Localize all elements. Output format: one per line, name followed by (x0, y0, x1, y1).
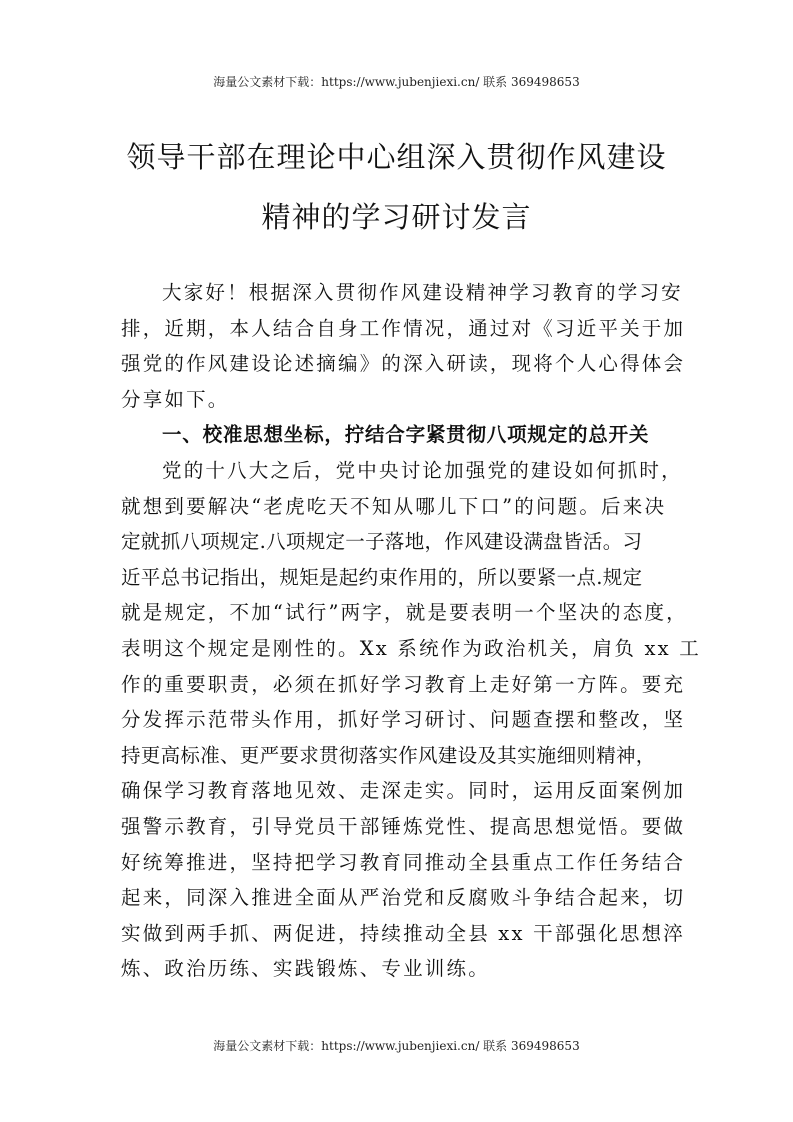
paragraph-line: 表明这个规定是刚性的。Xx 系统作为政治机关，肩负 xx 工 (121, 636, 701, 660)
paragraph-line: 好统筹推进，坚持把学习教育同推动全县重点工作任务结合 (121, 850, 686, 874)
document-title-line-1: 领导干部在理论中心组深入贯彻作风建设 (126, 140, 667, 174)
page-footer: 海量公文素材下载：https://www.jubenjiexi.cn/ 联系 369498653 (213, 1039, 580, 1053)
paragraph-line: 强警示教育，引导党员干部锤炼党性、提高思想觉悟。要做 (121, 814, 686, 838)
paragraph-line: 实做到两手抓、两促进，持续推动全县 xx 干部强化思想淬 (121, 921, 685, 945)
document-title-line-2: 精神的学习研讨发言 (261, 200, 532, 234)
paragraph-line: 定就抓八项规定.八项规定一子落地，作风建设满盘皆活。习 (121, 530, 643, 554)
paragraph-line: 就想到要解决“老虎吃天不知从哪儿下口”的问题。后来决 (121, 494, 667, 518)
paragraph-line: 起来，同深入推进全面从严治党和反腐败斗争结合起来，切 (121, 886, 686, 910)
section-heading: 一、校准思想坐标，拧结合字紧贯彻八项规定的总开关 (162, 423, 650, 447)
paragraph-line: 分发挥示范带头作用，抓好学习研讨、问题查摆和整改，坚 (121, 708, 686, 732)
paragraph-line: 近平总书记指出，规矩是起约束作用的，所以要紧一点.规定 (121, 565, 643, 589)
paragraph-line: 持更高标准、更严要求贯彻落实作风建设及其实施细则精神， (121, 743, 656, 767)
paragraph-line: 党的十八大之后，党中央讨论加强党的建设如何抓时， (162, 458, 683, 482)
paragraph-line: 分享如下。 (121, 387, 230, 411)
paragraph-line: 就是规定，不加“试行”两字，就是要表明一个坚决的态度， (121, 601, 688, 625)
page-header: 海量公文素材下载：https://www.jubenjiexi.cn/ 联系 369498653 (213, 75, 580, 89)
paragraph-line: 作的重要职责，必须在抓好学习教育上走好第一方阵。要充 (121, 672, 686, 696)
paragraph-line: 确保学习教育落地见效、走深走实。同时，运用反面案例加 (121, 779, 686, 803)
paragraph-line: 炼、政治历练、实践锻炼、专业训练。 (121, 957, 490, 981)
paragraph-line: 大家好！根据深入贯彻作风建设精神学习教育的学习安 (162, 281, 683, 304)
paragraph-line: 排，近期，本人结合自身工作情况，通过对《习近平关于加 (121, 316, 686, 340)
paragraph-line: 强党的作风建设论述摘编》的深入研读，现将个人心得体会 (121, 352, 686, 376)
document-body (121, 275, 701, 987)
